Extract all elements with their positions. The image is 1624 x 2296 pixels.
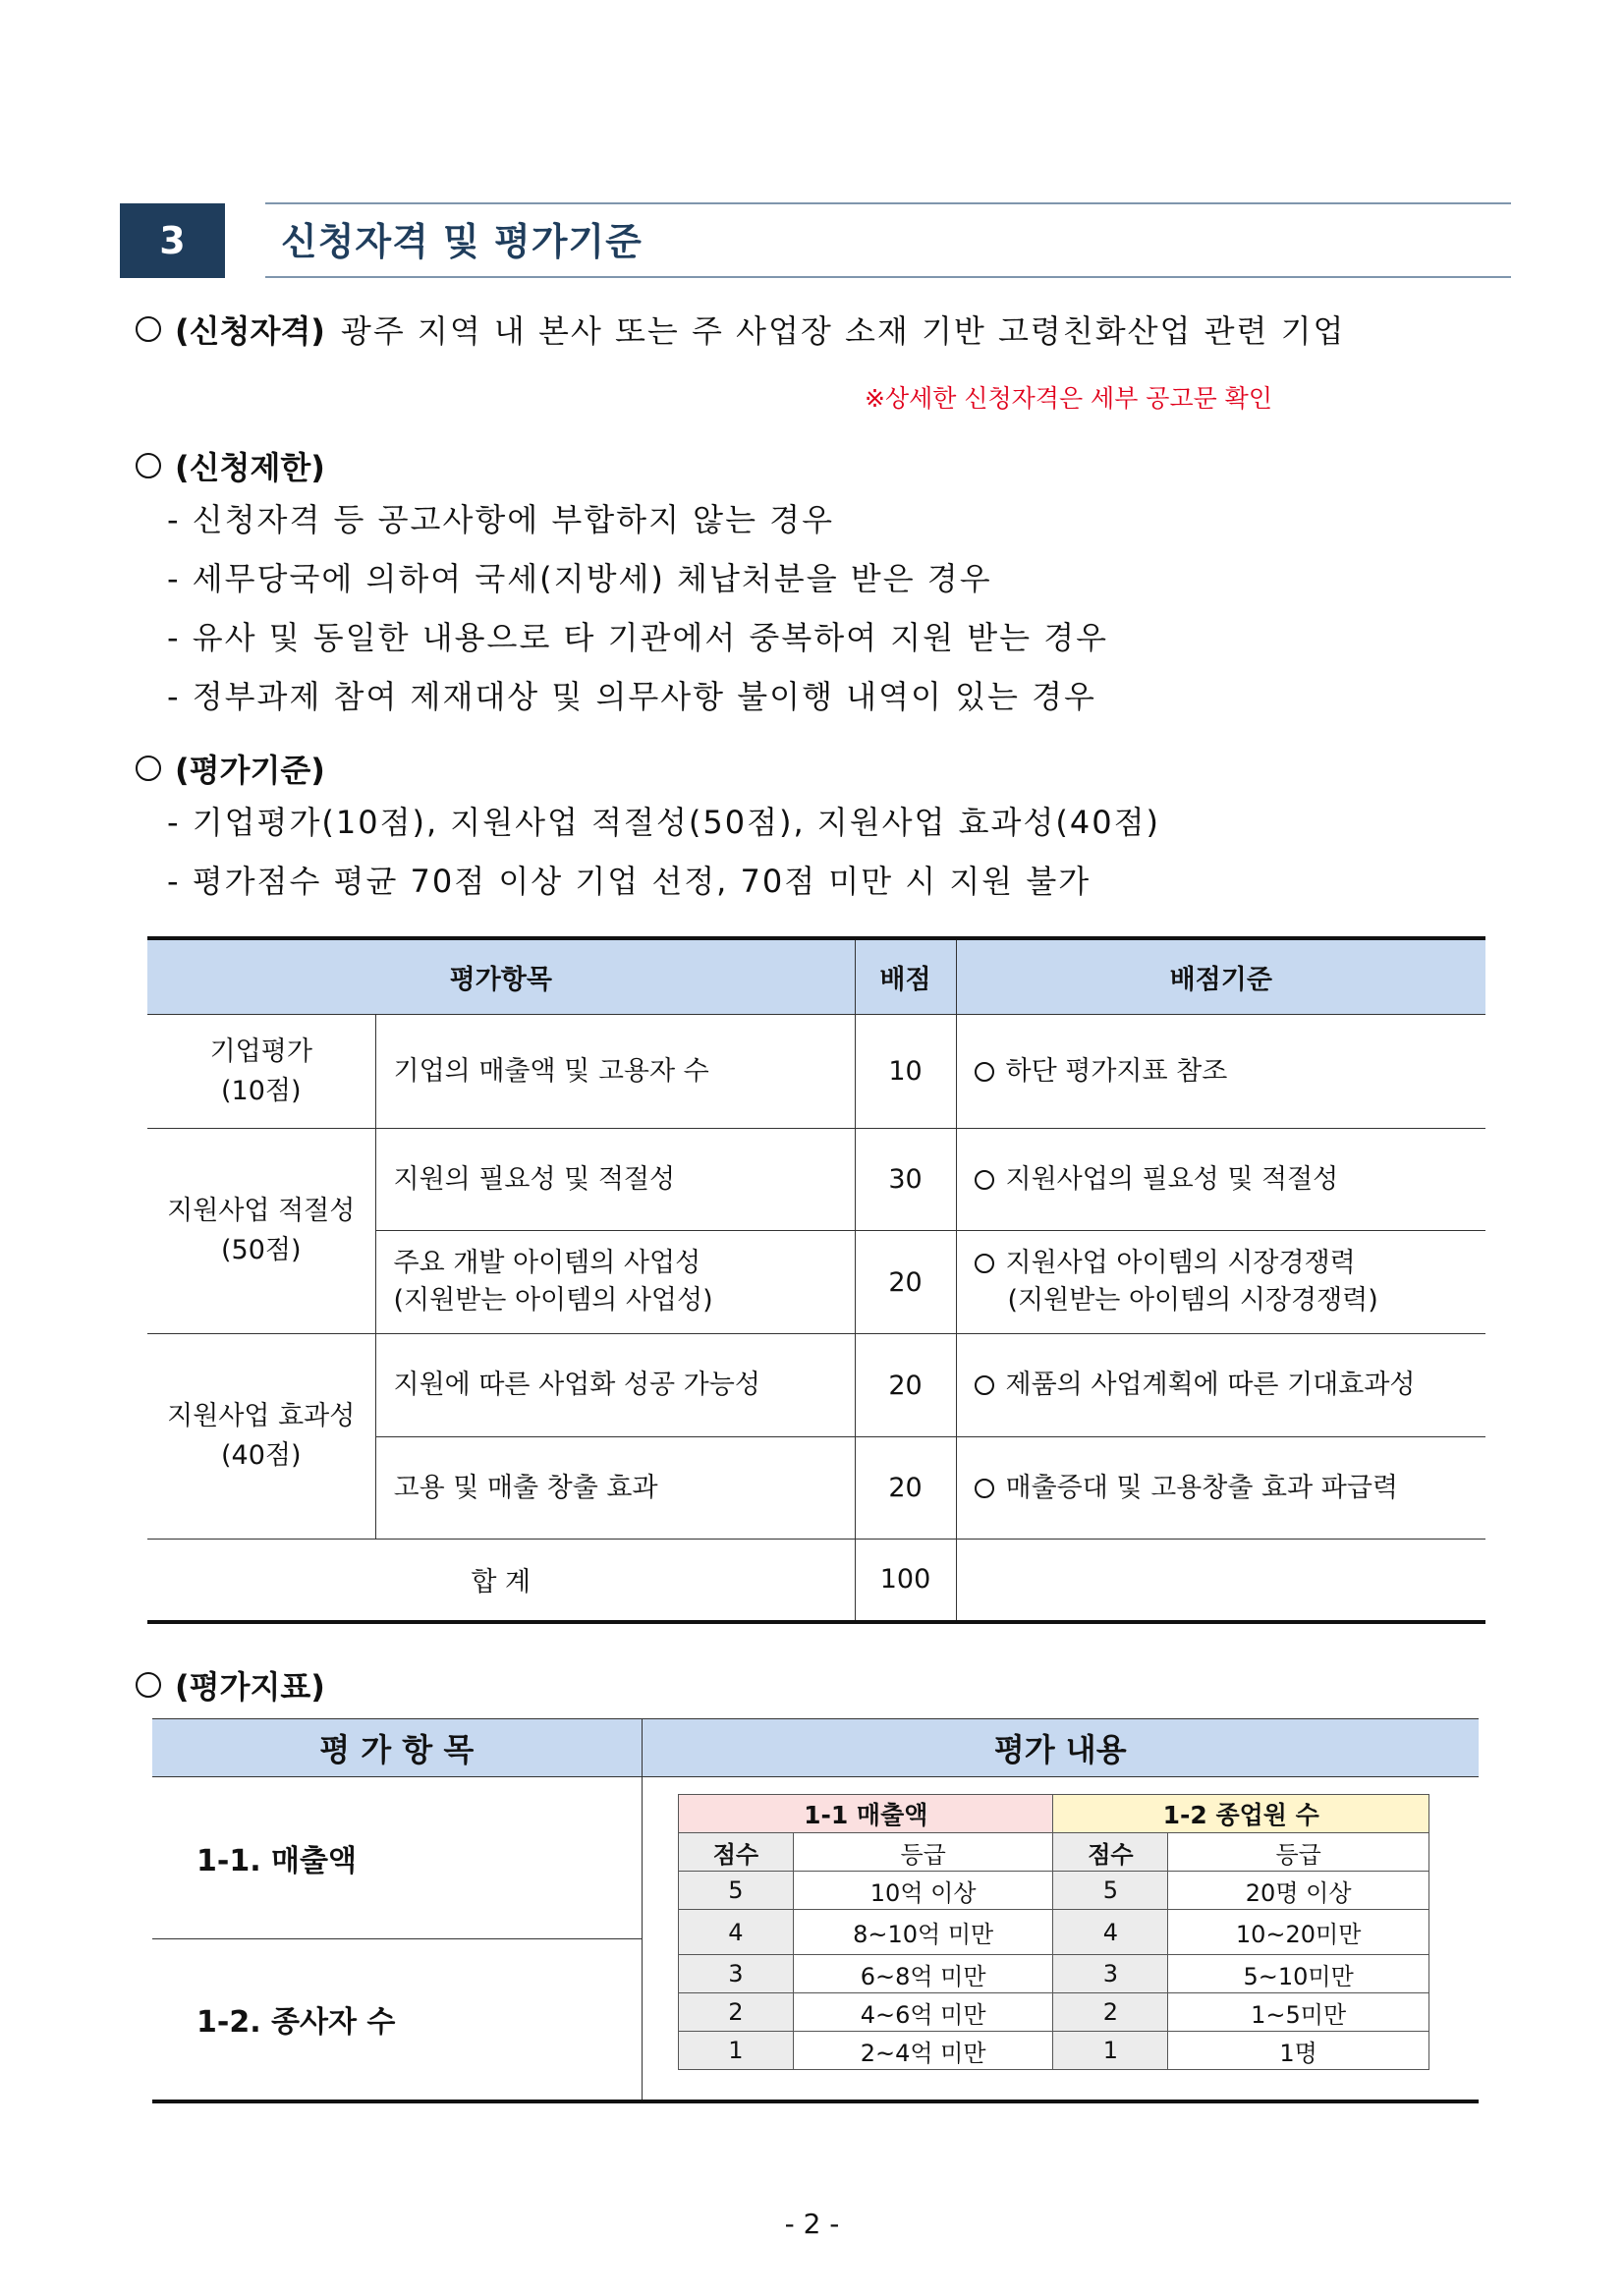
section-number: 3 [120,203,225,278]
circle-bullet-icon [975,1375,994,1395]
grade-table [678,1794,1429,2070]
total-label: 합 계 [147,1540,855,1622]
restriction-item: - 신청자격 등 공고사항에 부합하지 않는 경우 [167,501,834,538]
grade-score: 1 [1053,2032,1168,2070]
score-cell: 20 [855,1334,956,1437]
restriction-item: - 유사 및 동일한 내용으로 타 기관에서 중복하여 지원 받는 경우 [167,619,1109,656]
basis-cell: 제품의 사업계획에 따른 기대효과성 [956,1334,1485,1437]
restriction-label: (신청제한) [175,449,325,486]
group-cell: 기업평가 (10점) [147,1015,375,1129]
indicator-item: 1-2. 종사자 수 [152,1939,642,2101]
circle-bullet-icon [975,1062,994,1082]
col-grade: 등급 [793,1833,1053,1872]
item-cell: 지원에 따른 사업화 성공 가능성 [375,1334,855,1437]
grade-score: 2 [679,1993,794,2032]
grade-score: 5 [679,1872,794,1910]
col-score: 점수 [1053,1833,1168,1872]
group-cell: 지원사업 적절성 (50점) [147,1129,375,1334]
circle-bullet-icon [975,1254,994,1273]
grade-score: 4 [1053,1910,1168,1955]
grade-score: 5 [1053,1872,1168,1910]
circle-bullet-icon [136,453,161,478]
criteria-item: - 평가점수 평균 70점 이상 기업 선정, 70점 미만 시 지원 불가 [167,863,1092,900]
score-cell: 10 [855,1015,956,1129]
restriction-item: - 정부과제 참여 제재대상 및 의무사항 불이행 내역이 있는 경우 [167,678,1096,715]
indicator-item: 1-1. 매출액 [152,1777,642,1939]
grade-title-sales: 1-1 매출액 [679,1795,1053,1833]
grade-score: 3 [1053,1955,1168,1993]
total-empty [956,1540,1485,1622]
grade-score: 4 [679,1910,794,1955]
grade-title-employees: 1-2 종업원 수 [1053,1795,1429,1833]
restriction-heading [136,443,325,488]
circle-bullet-icon [136,756,161,781]
header-score: 배점 [855,938,956,1015]
indicator-heading [136,1662,325,1708]
basis-cell: 매출증대 및 고용창출 효과 파급력 [956,1437,1485,1540]
score-cell: 20 [855,1231,956,1334]
grade-value: 1~5미만 [1168,1993,1429,2032]
grade-score: 2 [1053,1993,1168,2032]
page-number: - 2 - [784,2208,840,2240]
eligibility-label: (신청자격) [175,312,325,350]
grade-value: 6~8억 미만 [793,1955,1053,1993]
section-title: 신청자격 및 평가기준 [281,220,643,263]
grade-value: 1명 [1168,2032,1429,2070]
total-score: 100 [855,1540,956,1622]
grade-value: 10~20미만 [1168,1910,1429,1955]
eligibility-text: 광주 지역 내 본사 또는 주 사업장 소재 기반 고령친화산업 관련 기업 [340,312,1346,350]
group-cell: 지원사업 효과성 (40점) [147,1334,375,1540]
col-grade: 등급 [1168,1833,1429,1872]
circle-bullet-icon [975,1170,994,1190]
eligibility-line [136,307,1345,352]
indicator-header-content: 평가 내용 [642,1719,1479,1777]
restriction-item: - 세무당국에 의하여 국세(지방세) 체납처분을 받은 경우 [167,560,992,597]
score-cell: 30 [855,1129,956,1231]
criteria-heading [136,746,325,791]
col-score: 점수 [679,1833,794,1872]
basis-cell: 지원사업 아이템의 시장경쟁력 (지원받는 아이템의 시장경쟁력) [956,1231,1485,1334]
grade-value: 10억 이상 [793,1872,1053,1910]
score-table [147,936,1485,1624]
score-cell: 20 [855,1437,956,1540]
grade-value: 8~10억 미만 [793,1910,1053,1955]
item-cell: 주요 개발 아이템의 사업성 (지원받는 아이템의 사업성) [375,1231,855,1334]
indicator-label: (평가지표) [175,1668,325,1706]
circle-bullet-icon [975,1479,994,1498]
criteria-label: (평가기준) [175,752,325,789]
grade-value: 5~10미만 [1168,1955,1429,1993]
eligibility-note: ※상세한 신청자격은 세부 공고문 확인 [865,384,1272,413]
grade-value: 4~6억 미만 [793,1993,1053,2032]
grade-value: 2~4억 미만 [793,2032,1053,2070]
item-cell: 고용 및 매출 창출 효과 [375,1437,855,1540]
grade-score: 1 [679,2032,794,2070]
criteria-item: - 기업평가(10점), 지원사업 적절성(50점), 지원사업 효과성(40점) [167,804,1160,841]
header-rule-top [265,202,1511,204]
indicator-header-item: 평 가 항 목 [152,1719,642,1777]
grade-score: 3 [679,1955,794,1993]
header-basis: 배점기준 [956,938,1485,1015]
item-cell: 지원의 필요성 및 적절성 [375,1129,855,1231]
grade-value: 20명 이상 [1168,1872,1429,1910]
circle-bullet-icon [136,316,161,342]
header-eval-item: 평가항목 [147,938,855,1015]
basis-cell: 지원사업의 필요성 및 적절성 [956,1129,1485,1231]
circle-bullet-icon [136,1672,161,1698]
basis-cell: 하단 평가지표 참조 [956,1015,1485,1129]
item-cell: 기업의 매출액 및 고용자 수 [375,1015,855,1129]
header-rule-bottom [265,276,1511,278]
